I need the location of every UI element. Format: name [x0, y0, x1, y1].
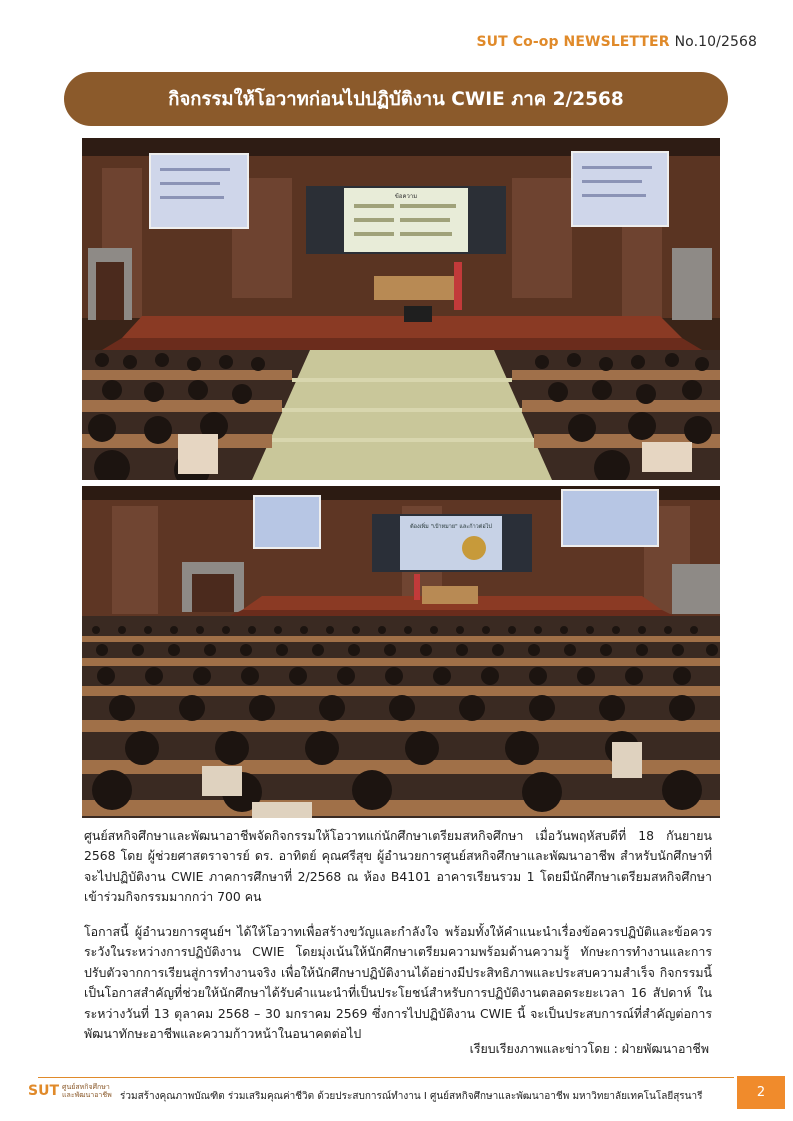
screen-text: ข้อความ — [394, 193, 418, 200]
article-paragraph-2 — [84, 922, 712, 1044]
article-paragraph-1 — [84, 826, 712, 908]
photo-credit: เรียบเรียงภาพและข่าวโดย : ฝ่ายพัฒนาอาชีพ — [469, 1041, 709, 1056]
newsletter-brand: SUT Co-op NEWSLETTER — [476, 34, 670, 50]
newsletter-header — [476, 34, 757, 50]
auditorium-photo-2 — [82, 486, 720, 818]
newsletter-issue: No.10/2568 — [674, 34, 757, 50]
page-number: 2 — [756, 1085, 766, 1100]
paragraph-2-text: โอกาสนี้ ผู้อำนวยการศูนย์ฯ ได้ให้โอวาทเพื่อสร้างขวัญและกำลังใจ พร้อมทั้งให้คำแนะนำเรื่องข้อควรปฏิบัติและข้อควรระวังในระหว่างการปฏิบัติงาน CWIE โดยมุ่งเน้นให้นักศึกษาเตรียมความพร้อมด้านความรู้ ทักษะการทำงานและการปรับตัวจากการเรียนสู่การทำงานจริง เพื่อให้นักศึกษาปฏิบัติงานได้อย่างมีประสิทธิภาพและประสบความสำเร็จ กิจกรรมนี้เป็นโอกาสสำคัญที่ช่วยให้นักศึกษาได้รับคำแนะนำที่เป็นประโยชน์สำหรับการปฏิบัติงานตลอดระยะเวลา 16 สัปดาห์ ในระหว่างวันที่ 13 ตุลาคม 2568 – 30 มกราคม 2569 ซึ่งการไปปฏิบัติงาน CWIE นี้ จะเป็นประสบการณ์ที่สำคัญต่อการพัฒนาทักษะอาชีพและความก้าวหน้าในอนาคตต่อไป — [84, 924, 712, 1042]
title-banner — [64, 72, 728, 126]
sut-logo-text: SUT — [28, 1083, 60, 1099]
footer-logo — [28, 1083, 114, 1099]
screen-text-2: ต้องเพิ่ม "เป้าหมาย" และก้าวต่อไป — [410, 524, 492, 530]
auditorium-photo-1 — [82, 138, 720, 480]
page-number-badge — [737, 1076, 785, 1109]
paragraph-1-text: ศูนย์สหกิจศึกษาและพัฒนาอาชีพจัดกิจกรรมให้โอวาทแก่นักศึกษาเตรียมสหกิจศึกษา เมื่อวันพฤหัสบดีที่ 18 กันยายน 2568 โดย ผู้ช่วยศาสตราจารย์ ดร. อาทิตย์ คุณศรีสุข ผู้อำนวยการศูนย์สหกิจศึกษาและพัฒนาอาชีพ สำหรับนักศึกษาที่จะไปปฏิบัติงาน CWIE ภาคการศึกษาที่ 2/2568 ณ ห้อง B4101 อาคารเรียนรวม 1 โดยมีนักศึกษาเตรียมสหกิจศึกษาเข้าร่วมกิจกรรมมากกว่า 700 คน — [84, 828, 712, 905]
article-title: กิจกรรมให้โอวาทก่อนไปปฏิบัติงาน CWIE ภาค 2/2568 — [168, 88, 624, 110]
footer-tagline: ร่วมสร้างคุณภาพบัณฑิต ร่วมเสริมคุณค่าชีวิต ด้วยประสบการณ์ทำงาน I ศูนย์สหกิจศึกษาและพัฒนาอาชีพ มหาวิทยาลัยเทคโนโลยีสุรนารี — [120, 1091, 703, 1102]
footer-divider — [38, 1077, 734, 1078]
center-name-text: ศูนย์สหกิจศึกษาและพัฒนาอาชีพ — [62, 1083, 112, 1099]
